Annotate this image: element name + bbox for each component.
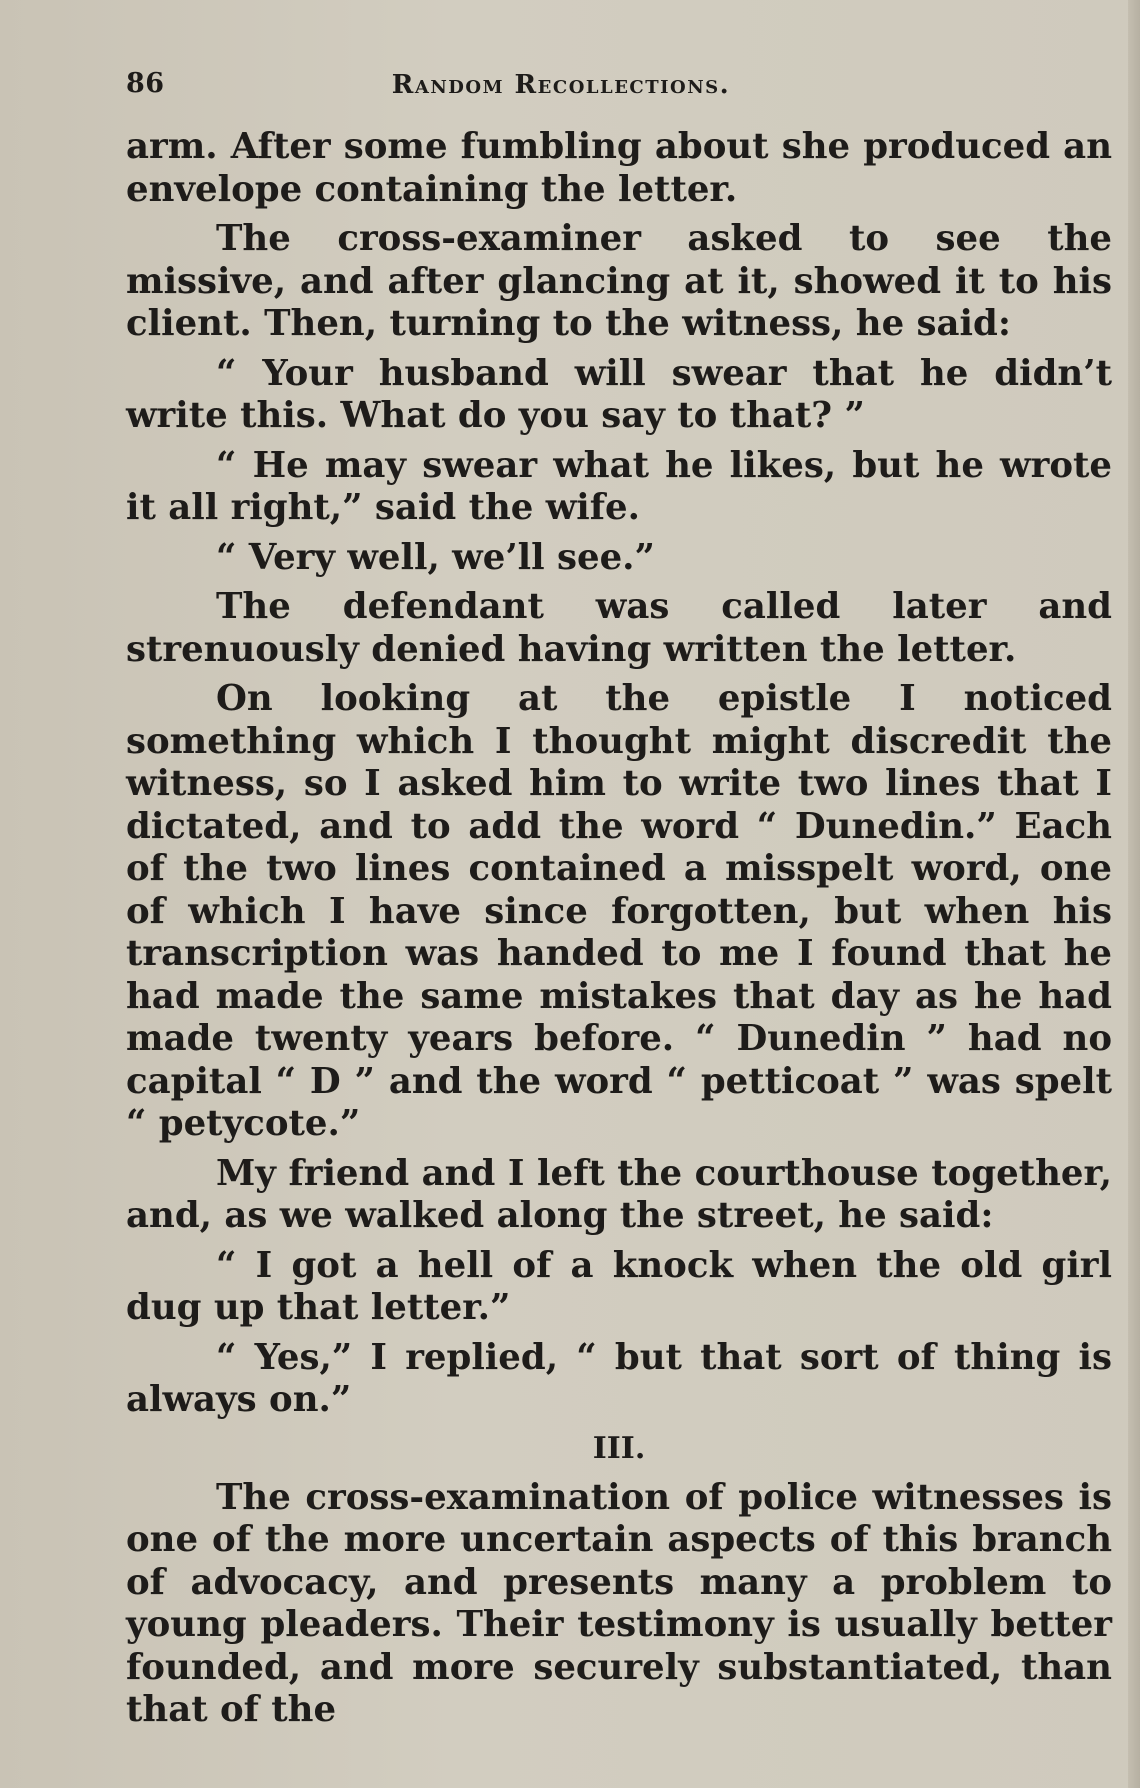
page-edge-shadow — [1128, 0, 1140, 1788]
paragraph: “ Very well, we’ll see.” — [216, 536, 655, 578]
paragraph: “ I got a hell of a knock when the old girl dug up that letter.” — [126, 1244, 1112, 1328]
paragraph: On looking at the epistle I noticed something which I thought might discredit the witness, so I asked him to write two lines that I dictated, and to add the word “ Dunedin.” Each of the two lines contained a misspelt word, one of which I have since forgotten, but when his transcription was handed to me I found that he had made the same mistakes that day as he had made twenty years before. “ Dunedin ” had no capital “ D ” and the word “ petticoat ” was spelt “ petycote.” — [126, 678, 1112, 1144]
page-header — [126, 68, 1116, 108]
paragraph: “ Your husband will swear that he didn’t write this. What do you say to that? ” — [126, 352, 1112, 436]
paragraph: arm. After some fumbling about she produced an envelope containing the letter. — [126, 126, 1112, 210]
paragraph: “ He may swear what he likes, but he wrote it all right,” said the wife. — [126, 444, 1112, 528]
paragraph: The defendant was called later and strenuously denied having written the letter. — [126, 586, 1112, 670]
paragraph: “ Yes,” I replied, “ but that sort of thing is always on.” — [126, 1336, 1112, 1420]
paragraph: My friend and I left the courthouse together, and, as we walked along the street, he said: — [126, 1152, 1112, 1236]
page-number: 86 — [126, 68, 165, 99]
section-paragraph: The cross-examination of police witnesses is one of the more uncertain aspects of this branch of advocacy, and presents many a problem to young pleaders. Their testimony is usually better founded, and more securely substantiated, than that of the — [126, 1476, 1112, 1730]
section-number: III. — [592, 1430, 646, 1466]
body-text — [126, 126, 1112, 1739]
running-head: Random Recollections. — [391, 70, 731, 100]
paragraph: The cross-examiner asked to see the missive, and after glancing at it, showed it to his client. Then, turning to the witness, he said: — [126, 218, 1112, 344]
